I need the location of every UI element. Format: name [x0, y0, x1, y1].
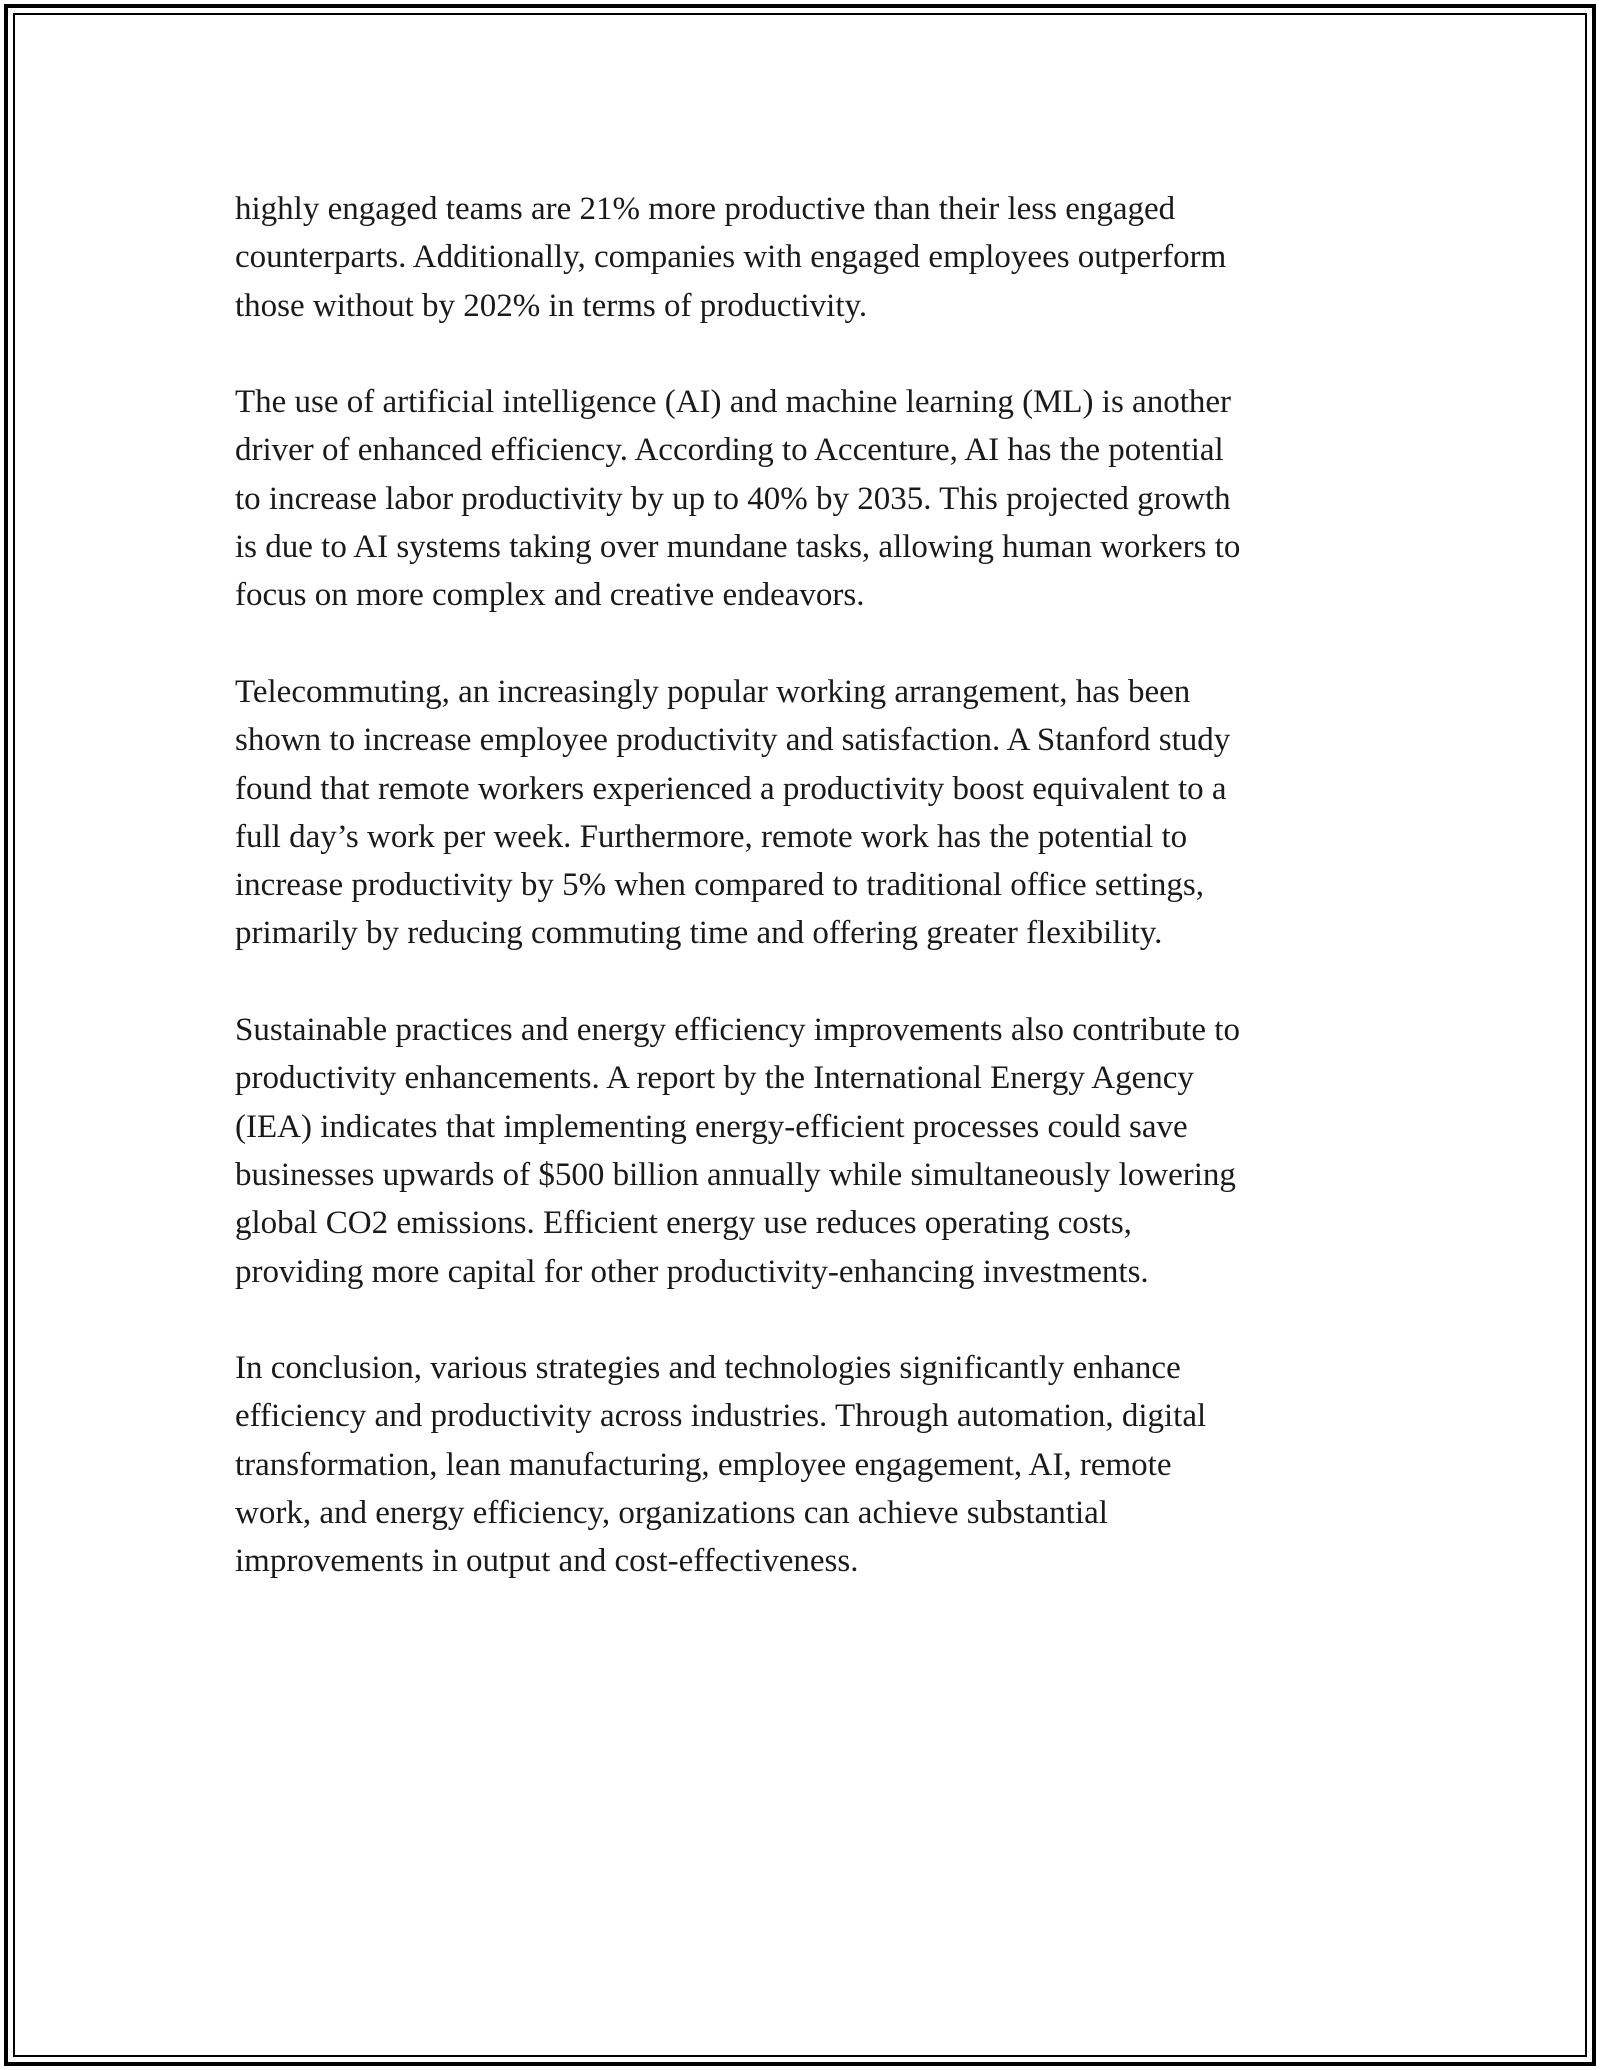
- text-line: Telecommuting, an increasingly popular working arrangement, has been: [235, 673, 1191, 710]
- text-line: those without by 202% in terms of productivity.: [235, 287, 868, 324]
- paragraph-engagement: [235, 185, 1375, 330]
- text-line: efficiency and productivity across industries. Through automation, digital: [235, 1398, 1207, 1435]
- document-body: [235, 185, 1375, 1634]
- text-line: In conclusion, various strategies and technologies significantly enhance: [235, 1350, 1181, 1387]
- text-line: (IEA) indicates that implementing energy-efficient processes could save: [235, 1108, 1188, 1145]
- text-line: counterparts. Additionally, companies with engaged employees outperform: [235, 239, 1227, 276]
- text-line: transformation, lean manufacturing, employee engagement, AI, remote: [235, 1446, 1172, 1483]
- text-line: businesses upwards of $500 billion annually while simultaneously lowering: [235, 1156, 1236, 1193]
- text-line: is due to AI systems taking over mundane tasks, allowing human workers to: [235, 529, 1241, 566]
- text-line: productivity enhancements. A report by the International Energy Agency: [235, 1060, 1194, 1097]
- text-line: providing more capital for other productivity-enhancing investments.: [235, 1253, 1149, 1290]
- text-line: focus on more complex and creative endeavors.: [235, 577, 865, 614]
- text-line: to increase labor productivity by up to 40% by 2035. This projected growth: [235, 480, 1231, 517]
- text-line: found that remote workers experienced a productivity boost equivalent to a: [235, 770, 1227, 807]
- paragraph-conclusion: [235, 1344, 1375, 1585]
- text-line: improvements in output and cost-effectiveness.: [235, 1543, 859, 1580]
- text-line: global CO2 emissions. Efficient energy use reduces operating costs,: [235, 1205, 1132, 1242]
- text-line: The use of artificial intelligence (AI) and machine learning (ML) is another: [235, 384, 1232, 421]
- text-line: shown to increase employee productivity and satisfaction. A Stanford study: [235, 722, 1231, 759]
- text-line: Sustainable practices and energy efficiency improvements also contribute to: [235, 1012, 1240, 1049]
- paragraph-telecommuting: [235, 668, 1375, 958]
- text-line: highly engaged teams are 21% more productive than their less engaged: [235, 191, 1176, 227]
- paragraph-ai: [235, 378, 1375, 619]
- text-line: full day’s work per week. Furthermore, remote work has the potential to: [235, 818, 1188, 855]
- text-line: increase productivity by 5% when compared to traditional office settings,: [235, 867, 1204, 904]
- text-line: primarily by reducing commuting time and offering greater flexibility.: [235, 915, 1163, 952]
- text-line: driver of enhanced efficiency. According to Accenture, AI has the potential: [235, 432, 1224, 469]
- paragraph-energy: [235, 1006, 1375, 1296]
- text-line: work, and energy efficiency, organizations can achieve substantial: [235, 1495, 1108, 1532]
